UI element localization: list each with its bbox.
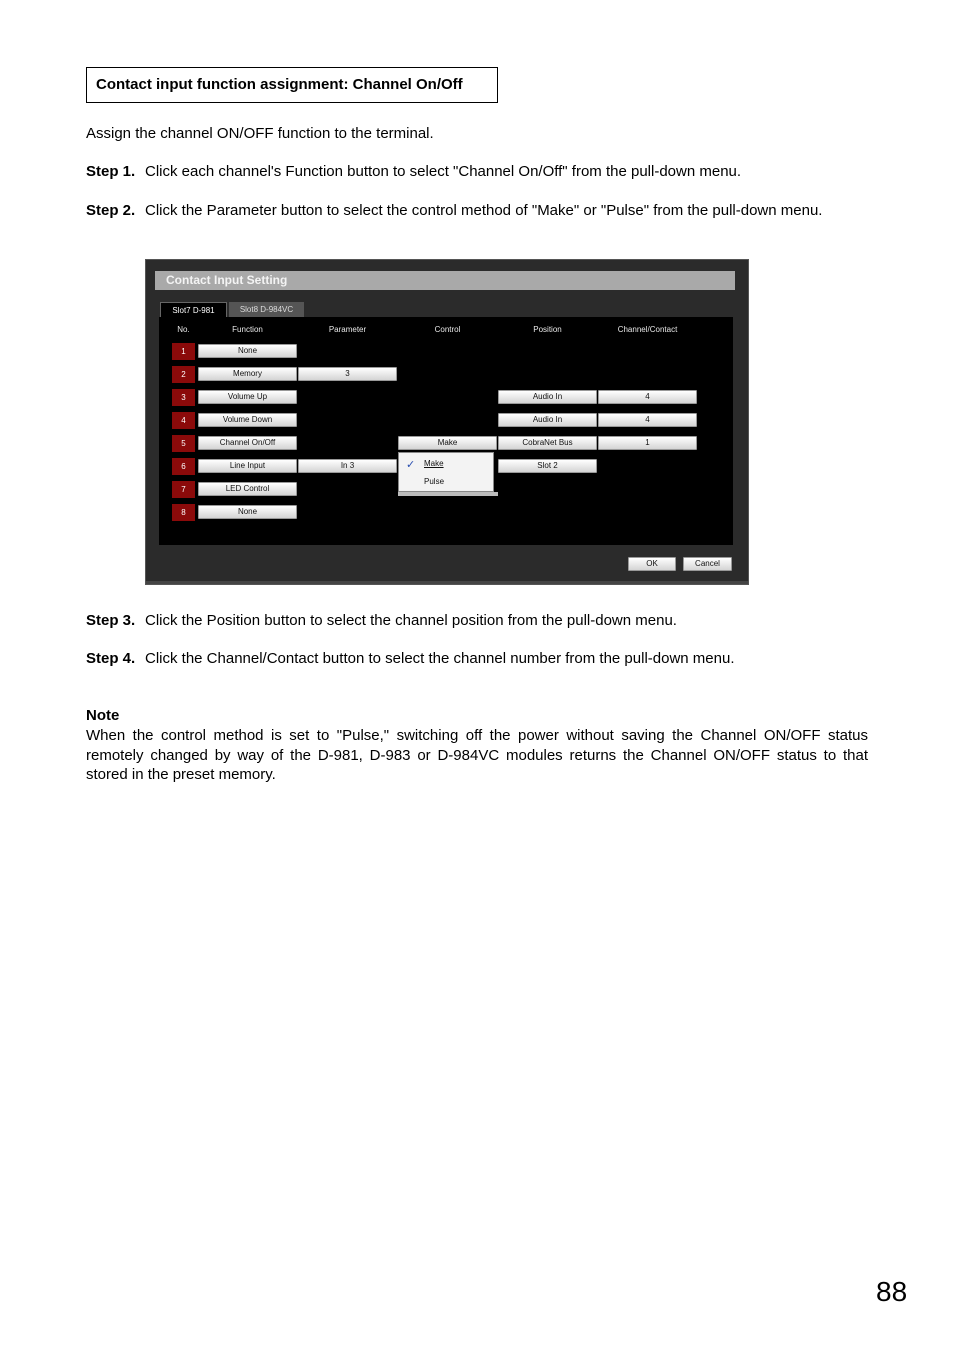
row-number: 3 [172,389,195,406]
step-4 [86,649,868,668]
position-button[interactable]: Slot 2 [498,459,597,473]
parameter-button[interactable]: In 3 [298,459,397,473]
ok-button[interactable]: OK [628,557,676,571]
column-header-function: Function [232,325,263,334]
parameter-button[interactable]: 3 [298,367,397,381]
function-button[interactable]: LED Control [198,482,297,496]
function-button[interactable]: None [198,344,297,358]
function-button[interactable]: None [198,505,297,519]
function-button[interactable]: Line Input [198,459,297,473]
function-button[interactable]: Volume Down [198,413,297,427]
note-text: When the control method is set to "Pulse," switching off the power without saving the Channel ON/OFF status remotely changed by way of the D-981, D-983 or D-984VC modules returns the Channel ON/OFF status to that stored in the preset memory. [86,727,868,783]
tab-slot8[interactable]: Slot8 D-984VC [229,302,304,317]
window-bottom-bar [146,581,748,584]
row-number: 6 [172,458,195,475]
function-button[interactable]: Channel On/Off [198,436,297,450]
column-header-control: Control [434,325,461,334]
column-header-channel-contact: Channel/Contact [617,325,678,334]
step-label: Step 2. [86,202,136,219]
position-button[interactable]: Audio In [498,413,597,427]
column-header-position: Position [533,325,562,334]
dropdown-shadow [398,492,498,496]
control-button[interactable]: Make [398,436,497,450]
dropdown-item-pulse[interactable]: Pulse [424,477,445,486]
channel-contact-button[interactable]: 4 [598,390,697,404]
contact-input-setting-window [145,259,749,585]
channel-contact-button[interactable]: 1 [598,436,697,450]
settings-panel [159,317,733,545]
window-title: Contact Input Setting [155,271,735,290]
dropdown-item-make[interactable]: Make [424,459,444,468]
cancel-button[interactable]: Cancel [683,557,732,571]
control-dropdown-menu [398,452,494,492]
check-icon: ✓ [406,459,416,471]
channel-contact-button[interactable]: 4 [598,413,697,427]
step-1 [86,162,868,181]
position-button[interactable]: CobraNet Bus [498,436,597,450]
step-label: Step 1. [86,163,136,180]
column-header-parameter: Parameter [328,325,367,334]
position-button[interactable]: Audio In [498,390,597,404]
step-label: Step 3. [86,612,136,629]
step-label: Step 4. [86,650,136,667]
function-button[interactable]: Volume Up [198,390,297,404]
row-number: 2 [172,366,195,383]
row-number: 5 [172,435,195,452]
step-text: Click the Parameter button to select the control method of "Make" or "Pulse" from the pull-down menu. [145,202,823,219]
function-button[interactable]: Memory [198,367,297,381]
section-title: Contact input function assignment: Channel On/Off [86,67,498,103]
step-text: Click the Position button to select the channel position from the pull-down menu. [145,612,677,629]
intro-text: Assign the channel ON/OFF function to the terminal. [86,125,434,142]
tab-slot7[interactable]: Slot7 D-981 [160,302,227,317]
column-header-no: No. [177,325,190,334]
note-heading: Note [86,707,120,724]
row-number: 8 [172,504,195,521]
page-number: 88 [876,1276,908,1307]
step-text: Click the Channel/Contact button to select the channel number from the pull-down menu. [145,650,735,667]
row-number: 7 [172,481,195,498]
step-text: Click each channel's Function button to select "Channel On/Off" from the pull-down menu. [145,163,742,180]
step-2 [86,201,868,220]
row-number: 1 [172,343,195,360]
step-3 [86,611,868,630]
row-number: 4 [172,412,195,429]
